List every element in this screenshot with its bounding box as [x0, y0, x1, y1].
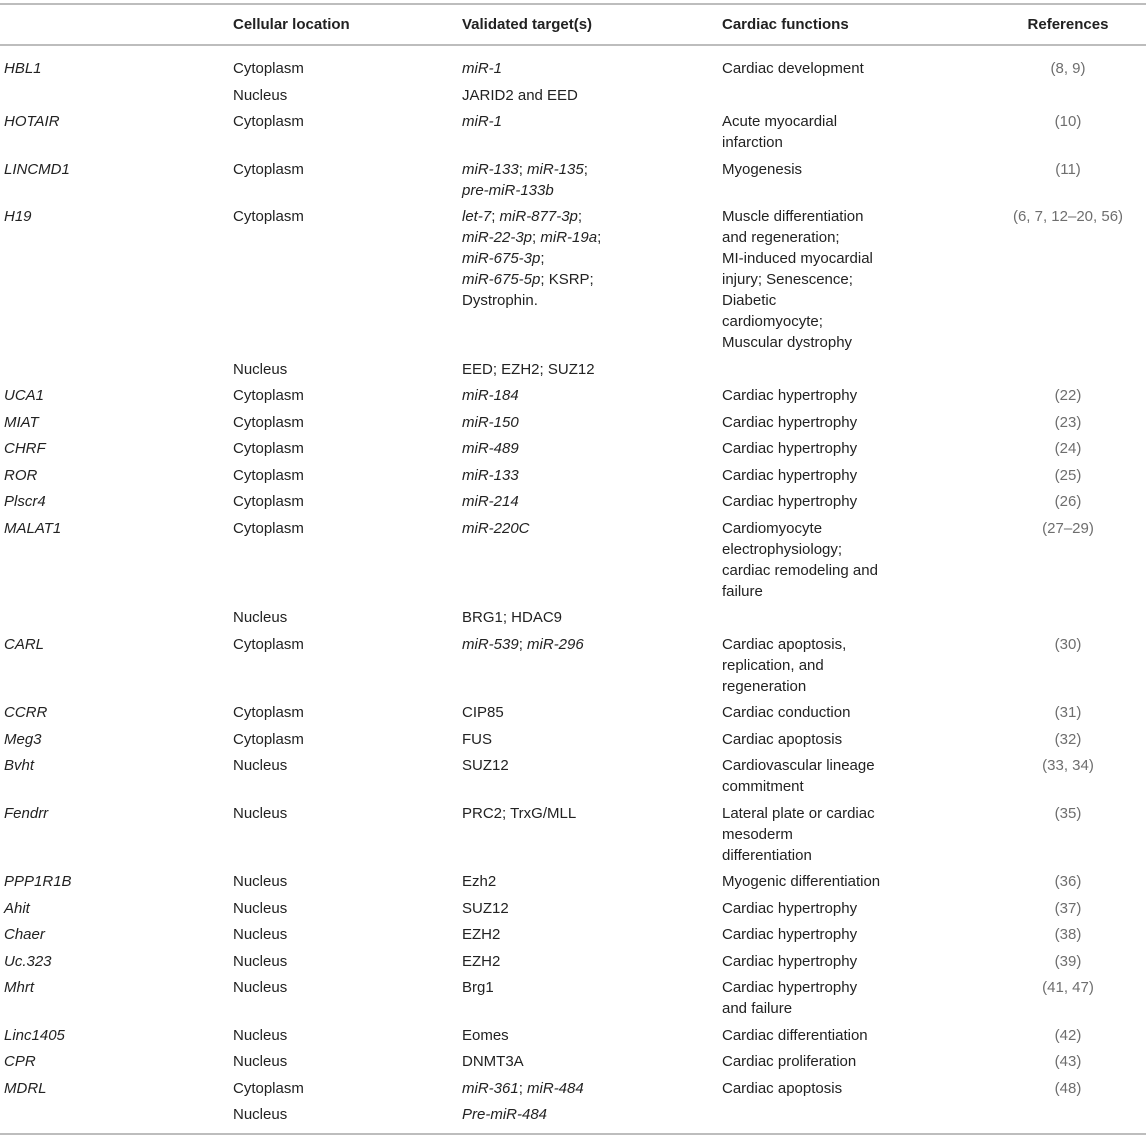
validated-targets — [462, 109, 722, 157]
target-text: miR-877-3p — [499, 208, 578, 225]
references — [990, 83, 1146, 110]
target-text: SUZ12 — [462, 899, 509, 917]
target-line — [462, 359, 722, 380]
target-text: Pre-miR-484 — [462, 1106, 548, 1123]
lncrna-name: Uc.323 — [4, 952, 52, 970]
target-text: ; KSRP; — [540, 271, 594, 288]
cardiac-functions — [722, 157, 990, 205]
table-row — [0, 1023, 1146, 1050]
references[interactable]: (38) — [1054, 926, 1082, 943]
cellular-location: Nucleus — [233, 86, 288, 104]
cellular-location: Cytoplasm — [233, 730, 304, 748]
validated-targets — [462, 516, 722, 606]
target-line — [462, 518, 722, 539]
target-text: Dystrophin. — [462, 292, 538, 309]
target-line — [462, 634, 722, 655]
function-line: Cardiac hypertrophy — [722, 979, 858, 996]
function-line: and failure — [722, 1000, 793, 1017]
target-line — [462, 803, 722, 824]
target-text: miR-675-5p — [462, 271, 541, 288]
cellular-location: Nucleus — [233, 1026, 288, 1044]
target-line — [462, 729, 722, 750]
cardiac-functions — [722, 975, 990, 1023]
target-text: miR-214 — [462, 493, 519, 510]
target-text: ; — [583, 160, 588, 178]
cardiac-functions — [722, 869, 990, 896]
function-line: infarction — [722, 134, 783, 151]
table-row — [0, 801, 1146, 870]
cardiac-functions — [722, 922, 990, 949]
function-line: cardiomyocyte; — [722, 313, 823, 330]
target-text: miR-150 — [462, 413, 519, 431]
target-text: miR-220C — [462, 519, 530, 537]
cellular-location: Nucleus — [233, 873, 288, 890]
validated-targets — [462, 922, 722, 949]
target-text: miR-675-3p — [462, 250, 541, 267]
references[interactable]: (39) — [1054, 952, 1082, 970]
cardiac-functions — [722, 896, 990, 923]
target-line — [462, 1104, 722, 1125]
references[interactable]: (23) — [1054, 413, 1082, 431]
references — [990, 1102, 1146, 1134]
target-text: CIP85 — [462, 704, 504, 721]
lncrna-name: Chaer — [4, 926, 45, 943]
cardiac-functions — [722, 753, 990, 801]
target-text: BRG1; HDAC9 — [462, 609, 563, 626]
lncrna-name: Mhrt — [4, 979, 34, 996]
cardiac-functions — [722, 1076, 990, 1103]
target-line — [462, 111, 722, 132]
cardiac-functions — [722, 700, 990, 727]
validated-targets — [462, 801, 722, 870]
table-row — [0, 410, 1146, 437]
target-line — [462, 702, 722, 723]
function-line: Cardiovascular lineage — [722, 757, 875, 774]
table-row — [0, 204, 1146, 357]
function-line: Diabetic — [722, 292, 777, 309]
validated-targets — [462, 632, 722, 701]
function-line: Muscle differentiation — [722, 208, 864, 225]
function-line: Cardiac proliferation — [722, 1053, 857, 1070]
cardiac-functions — [722, 949, 990, 976]
target-text: miR-489 — [462, 440, 519, 457]
target-line — [462, 206, 722, 227]
references[interactable]: (35) — [1054, 804, 1082, 822]
cardiac-functions — [722, 632, 990, 701]
target-line — [462, 85, 722, 106]
target-line — [462, 412, 722, 433]
cardiac-functions — [722, 45, 990, 83]
cellular-location: Cytoplasm — [233, 635, 304, 653]
function-line: Myogenic differentiation — [722, 873, 881, 890]
cellular-location: Cytoplasm — [233, 493, 304, 510]
table-row — [0, 516, 1146, 606]
target-line — [462, 755, 722, 776]
table-row — [0, 975, 1146, 1023]
lncrna-name: Ahit — [4, 899, 30, 917]
target-text: JARID2 and EED — [462, 86, 578, 104]
target-text: miR-135 — [527, 160, 584, 178]
function-line: failure — [722, 582, 763, 600]
target-text: EZH2 — [462, 926, 501, 943]
cellular-location: Cytoplasm — [233, 387, 304, 404]
validated-targets — [462, 949, 722, 976]
target-text: miR-184 — [462, 387, 519, 404]
function-line: Myogenesis — [722, 160, 803, 178]
references[interactable]: (24) — [1054, 440, 1082, 457]
target-line — [462, 227, 722, 248]
cardiac-functions — [722, 436, 990, 463]
cardiac-functions — [722, 109, 990, 157]
target-line — [462, 180, 722, 201]
validated-targets — [462, 204, 722, 357]
function-line: Cardiac hypertrophy — [722, 926, 858, 943]
validated-targets — [462, 896, 722, 923]
target-text: ; — [491, 208, 500, 225]
table-row — [0, 949, 1146, 976]
lncrna-name: HOTAIR — [4, 113, 60, 130]
target-text: miR-484 — [527, 1079, 584, 1097]
cellular-location: Cytoplasm — [233, 1079, 304, 1097]
target-text: FUS — [462, 730, 492, 748]
function-line: Cardiac apoptosis, — [722, 635, 847, 653]
lncrna-table — [0, 3, 1146, 1135]
references[interactable]: (26) — [1054, 493, 1082, 510]
lncrna-name: CPR — [4, 1053, 36, 1070]
references[interactable]: (11) — [1055, 160, 1081, 178]
cardiac-functions — [722, 727, 990, 754]
lncrna-name — [0, 83, 233, 110]
cellular-location: Cytoplasm — [233, 466, 304, 484]
references[interactable]: (48) — [1054, 1079, 1082, 1097]
validated-targets — [462, 605, 722, 632]
function-line: Cardiac hypertrophy — [722, 387, 858, 404]
table-row — [0, 45, 1146, 83]
function-line: Cardiac apoptosis — [722, 730, 843, 748]
function-line: Cardiac hypertrophy — [722, 952, 858, 970]
target-line — [462, 438, 722, 459]
references[interactable]: (6, 7, 12–20, 56) — [1012, 208, 1124, 225]
target-line — [462, 385, 722, 406]
lncrna-name: H19 — [4, 208, 32, 225]
lncrna-name: CARL — [4, 635, 45, 653]
cardiac-functions — [722, 801, 990, 870]
cellular-location: Cytoplasm — [233, 60, 304, 77]
cardiac-functions — [722, 383, 990, 410]
lncrna-name: LINCMD1 — [4, 160, 70, 178]
target-line — [462, 1051, 722, 1072]
cellular-location: Nucleus — [233, 979, 288, 996]
table-row — [0, 727, 1146, 754]
header-cardiac-functions: Cardiac functions — [722, 16, 849, 33]
table-row — [0, 605, 1146, 632]
target-text: PRC2; TrxG/MLL — [462, 804, 577, 822]
function-line: Cardiac conduction — [722, 704, 851, 721]
validated-targets — [462, 463, 722, 490]
header-name — [0, 4, 233, 45]
target-text: ; — [532, 229, 541, 246]
references[interactable]: (30) — [1054, 635, 1082, 653]
cardiac-functions — [722, 463, 990, 490]
target-line — [462, 1025, 722, 1046]
validated-targets — [462, 975, 722, 1023]
function-line: Cardiac hypertrophy — [722, 493, 858, 510]
target-text: EZH2 — [462, 952, 501, 970]
references[interactable]: (32) — [1054, 730, 1082, 748]
table-row — [0, 1076, 1146, 1103]
table-row — [0, 896, 1146, 923]
references[interactable]: (8, 9) — [1050, 60, 1086, 77]
function-line: injury; Senescence; — [722, 271, 853, 288]
cellular-location: Nucleus — [233, 1106, 288, 1123]
function-line: regeneration — [722, 677, 807, 695]
target-line — [462, 898, 722, 919]
cardiac-functions — [722, 1023, 990, 1050]
table-row — [0, 109, 1146, 157]
target-line — [462, 290, 722, 311]
table-header — [0, 4, 1146, 45]
target-text: DNMT3A — [462, 1053, 524, 1070]
table-row — [0, 753, 1146, 801]
lncrna-name: CHRF — [4, 440, 46, 457]
cellular-location: Cytoplasm — [233, 113, 304, 130]
cellular-location: Cytoplasm — [233, 440, 304, 457]
cellular-location: Nucleus — [233, 899, 288, 917]
target-text: Ezh2 — [462, 873, 497, 890]
table-row — [0, 383, 1146, 410]
validated-targets — [462, 489, 722, 516]
cellular-location: Nucleus — [233, 757, 288, 774]
lncrna-name — [0, 605, 233, 632]
lncrna-name: Meg3 — [4, 730, 42, 748]
cardiac-functions — [722, 1102, 990, 1134]
cellular-location: Cytoplasm — [233, 519, 304, 537]
references[interactable]: (27–29) — [1042, 519, 1094, 537]
validated-targets — [462, 157, 722, 205]
cardiac-functions — [722, 1049, 990, 1076]
lncrna-name: CCRR — [4, 704, 48, 721]
lncrna-name: UCA1 — [4, 387, 45, 404]
cellular-location: Nucleus — [233, 609, 288, 626]
target-text: let-7 — [462, 208, 492, 225]
header-cellular-location: Cellular location — [233, 16, 350, 33]
target-text: pre-miR-133b — [462, 181, 554, 199]
lncrna-name — [0, 1102, 233, 1134]
target-line — [462, 159, 722, 180]
table-row — [0, 700, 1146, 727]
table-row — [0, 1049, 1146, 1076]
function-line: replication, and — [722, 656, 824, 674]
table-row — [0, 436, 1146, 463]
target-line — [462, 491, 722, 512]
references[interactable]: (37) — [1054, 899, 1082, 917]
cardiac-functions — [722, 83, 990, 110]
function-line: commitment — [722, 778, 804, 795]
target-line — [462, 951, 722, 972]
target-line — [462, 248, 722, 269]
table-row — [0, 869, 1146, 896]
lncrna-name: MIAT — [4, 413, 39, 431]
validated-targets — [462, 869, 722, 896]
cellular-location: Nucleus — [233, 1053, 288, 1070]
function-line: Cardiac hypertrophy — [722, 440, 858, 457]
target-text: miR-1 — [462, 60, 502, 77]
lncrna-name: Bvht — [4, 757, 35, 774]
lncrna-name: HBL1 — [4, 60, 42, 77]
target-text: ; — [577, 208, 583, 225]
target-text: EED; EZH2; SUZ12 — [462, 360, 595, 378]
lncrna-name: MDRL — [4, 1079, 47, 1097]
function-line: MI-induced myocardial — [722, 250, 873, 267]
function-line: Acute myocardial — [722, 113, 838, 130]
references[interactable]: (22) — [1054, 387, 1082, 404]
target-text: miR-19a — [540, 229, 598, 246]
function-line: Cardiac hypertrophy — [722, 413, 858, 431]
target-line — [462, 924, 722, 945]
target-text: ; — [597, 229, 602, 246]
lncrna-name: Plscr4 — [4, 493, 46, 510]
target-line — [462, 269, 722, 290]
cellular-location: Cytoplasm — [233, 208, 304, 225]
table-row — [0, 1102, 1146, 1134]
references[interactable]: (10) — [1054, 113, 1082, 130]
cellular-location: Nucleus — [233, 804, 288, 822]
function-line: Cardiac differentiation — [722, 1026, 868, 1044]
validated-targets — [462, 1049, 722, 1076]
cardiac-functions — [722, 410, 990, 437]
table-row — [0, 157, 1146, 205]
header-validated-targets: Validated target(s) — [462, 16, 593, 33]
target-line — [462, 58, 722, 79]
cellular-location: Nucleus — [233, 926, 288, 943]
cardiac-functions — [722, 489, 990, 516]
references[interactable]: (41, 47) — [1042, 979, 1094, 996]
validated-targets — [462, 45, 722, 83]
function-line: Lateral plate or cardiac — [722, 804, 875, 822]
function-line: Cardiac apoptosis — [722, 1079, 843, 1097]
lncrna-name: PPP1R1B — [4, 873, 72, 890]
validated-targets — [462, 1102, 722, 1134]
target-line — [462, 465, 722, 486]
table-body — [0, 45, 1146, 1134]
target-text: miR-1 — [462, 113, 502, 130]
references[interactable]: (42) — [1054, 1026, 1082, 1044]
target-text: miR-22-3p — [462, 229, 533, 246]
target-text: ; — [518, 635, 528, 653]
references[interactable]: (25) — [1054, 466, 1082, 484]
lncrna-name — [0, 357, 233, 384]
validated-targets — [462, 1076, 722, 1103]
function-line: Cardiac hypertrophy — [722, 899, 858, 917]
target-text: miR-133 — [462, 466, 519, 484]
cellular-location: Cytoplasm — [233, 413, 304, 431]
function-line: cardiac remodeling and — [722, 561, 878, 579]
target-text: miR-539 — [462, 635, 519, 653]
table-row — [0, 357, 1146, 384]
function-line: differentiation — [722, 846, 812, 864]
target-text: miR-296 — [527, 635, 584, 653]
target-line — [462, 977, 722, 998]
validated-targets — [462, 436, 722, 463]
target-text: ; — [518, 160, 528, 178]
function-line: Cardiac hypertrophy — [722, 466, 858, 484]
table-row — [0, 922, 1146, 949]
references — [990, 605, 1146, 632]
lncrna-name: Linc1405 — [4, 1026, 65, 1044]
references[interactable]: (31) — [1054, 704, 1082, 721]
target-text: Eomes — [462, 1026, 509, 1044]
table-row — [0, 463, 1146, 490]
cellular-location: Nucleus — [233, 360, 288, 378]
validated-targets — [462, 753, 722, 801]
target-text: ; — [518, 1079, 528, 1097]
cardiac-functions — [722, 204, 990, 357]
table-row — [0, 489, 1146, 516]
function-line: Cardiomyocyte — [722, 519, 823, 537]
function-line: Cardiac development — [722, 60, 864, 77]
validated-targets — [462, 727, 722, 754]
references — [990, 357, 1146, 384]
validated-targets — [462, 700, 722, 727]
validated-targets — [462, 410, 722, 437]
function-line: mesoderm — [722, 825, 793, 843]
lncrna-name: Fendrr — [4, 804, 49, 822]
lncrna-name: MALAT1 — [4, 519, 62, 537]
validated-targets — [462, 357, 722, 384]
target-text: Brg1 — [462, 979, 494, 996]
references[interactable]: (36) — [1054, 873, 1082, 890]
references[interactable]: (43) — [1054, 1053, 1082, 1070]
cellular-location: Cytoplasm — [233, 704, 304, 721]
validated-targets — [462, 1023, 722, 1050]
cardiac-functions — [722, 357, 990, 384]
function-line: and regeneration; — [722, 229, 840, 246]
references[interactable]: (33, 34) — [1042, 757, 1094, 774]
target-text: miR-361 — [462, 1079, 519, 1097]
cellular-location: Nucleus — [233, 952, 288, 970]
target-line — [462, 607, 722, 628]
header-references: References — [1027, 16, 1109, 33]
cellular-location: Cytoplasm — [233, 160, 304, 178]
validated-targets — [462, 383, 722, 410]
target-text: ; — [540, 250, 545, 267]
cardiac-functions — [722, 516, 990, 606]
lncrna-name: ROR — [4, 466, 38, 484]
target-text: miR-133 — [462, 160, 519, 178]
table-row — [0, 632, 1146, 701]
validated-targets — [462, 83, 722, 110]
target-line — [462, 1078, 722, 1099]
function-line: electrophysiology; — [722, 540, 843, 558]
table-row — [0, 83, 1146, 110]
target-text: SUZ12 — [462, 757, 509, 774]
function-line: Muscular dystrophy — [722, 334, 853, 351]
target-line — [462, 871, 722, 892]
cardiac-functions — [722, 605, 990, 632]
